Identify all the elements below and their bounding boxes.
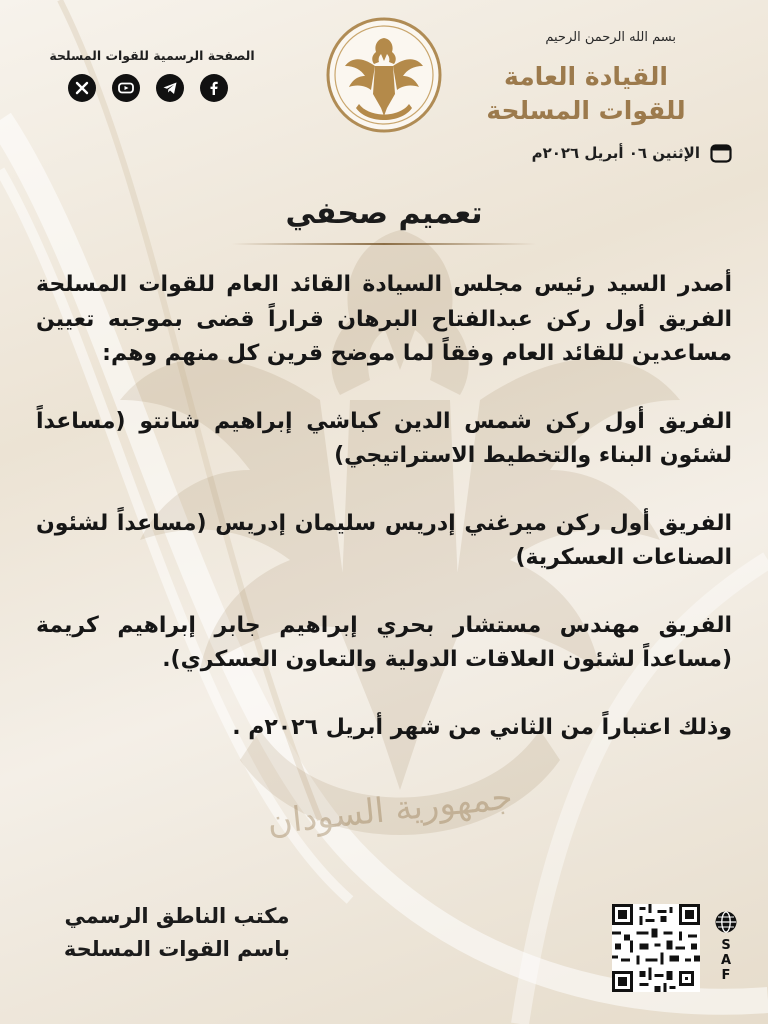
facebook-icon[interactable] [200,74,228,102]
youtube-icon[interactable] [112,74,140,102]
paragraph-effective-date: وذلك اعتباراً من الثاني من شهر أبريل ٢٠٢٦م . [232,714,732,740]
title-underline [232,243,536,245]
spokesman-office-signature [42,900,312,966]
saf-letter-a: A [720,953,732,968]
general-command-title [466,60,706,128]
saf-vertical-label [718,938,734,983]
saf-letter-f: F [721,968,731,983]
paragraph-appointee-1: الفريق أول ركن شمس الدين كباشي إبراهيم شانتو (مساعداً لشئون البناء والتخطيط الاستراتيجي) [36,408,732,468]
saf-emblem-logo [325,16,443,134]
x-icon[interactable] [68,74,96,102]
calendar-icon [710,143,732,163]
command-title-line1: القيادة العامة [504,62,668,91]
date-text: الإثنين ٠٦ أبريل ٢٠٢٦م [531,144,700,162]
official-page-label: الصفحة الرسمية للقوات المسلحة [49,48,255,63]
watermark-text: جمهورية السودان [265,777,515,843]
statement-body [36,268,732,778]
date-row [532,143,732,163]
social-links [68,74,228,102]
globe-icon [714,910,738,934]
paragraph-appointee-2: الفريق أول ركن ميرغني إدريس سليمان إدريس (مساعداً لشئون الصناعات العسكرية) [36,510,732,570]
telegram-icon[interactable] [156,74,184,102]
paragraph-appointee-3: الفريق مهندس مستشار بحري إبراهيم جابر إبراهيم كريمة (مساعداً لشئون العلاقات الدولية والتعاون العسكري). [36,612,732,672]
paragraph-decision: أصدر السيد رئيس مجلس السيادة القائد العام للقوات المسلحة الفريق أول ركن عبدالفتاح البرهان قراراً قضى بموجبه تعيين مساعدين للقائد العام وفقاً لما موضح قرين كل منهم وهم: [36,272,732,366]
basmala: بسم الله الرحمن الرحيم [545,30,676,45]
spokesman-line1: مكتب الناطق الرسمي [64,904,290,928]
saf-letter-s: S [721,938,731,953]
qr-code[interactable] [612,904,700,992]
command-title-line2: للقوات المسلحة [486,96,686,125]
document-title: تعميم صحفي [285,196,483,231]
spokesman-line2: باسم القوات المسلحة [63,937,291,961]
